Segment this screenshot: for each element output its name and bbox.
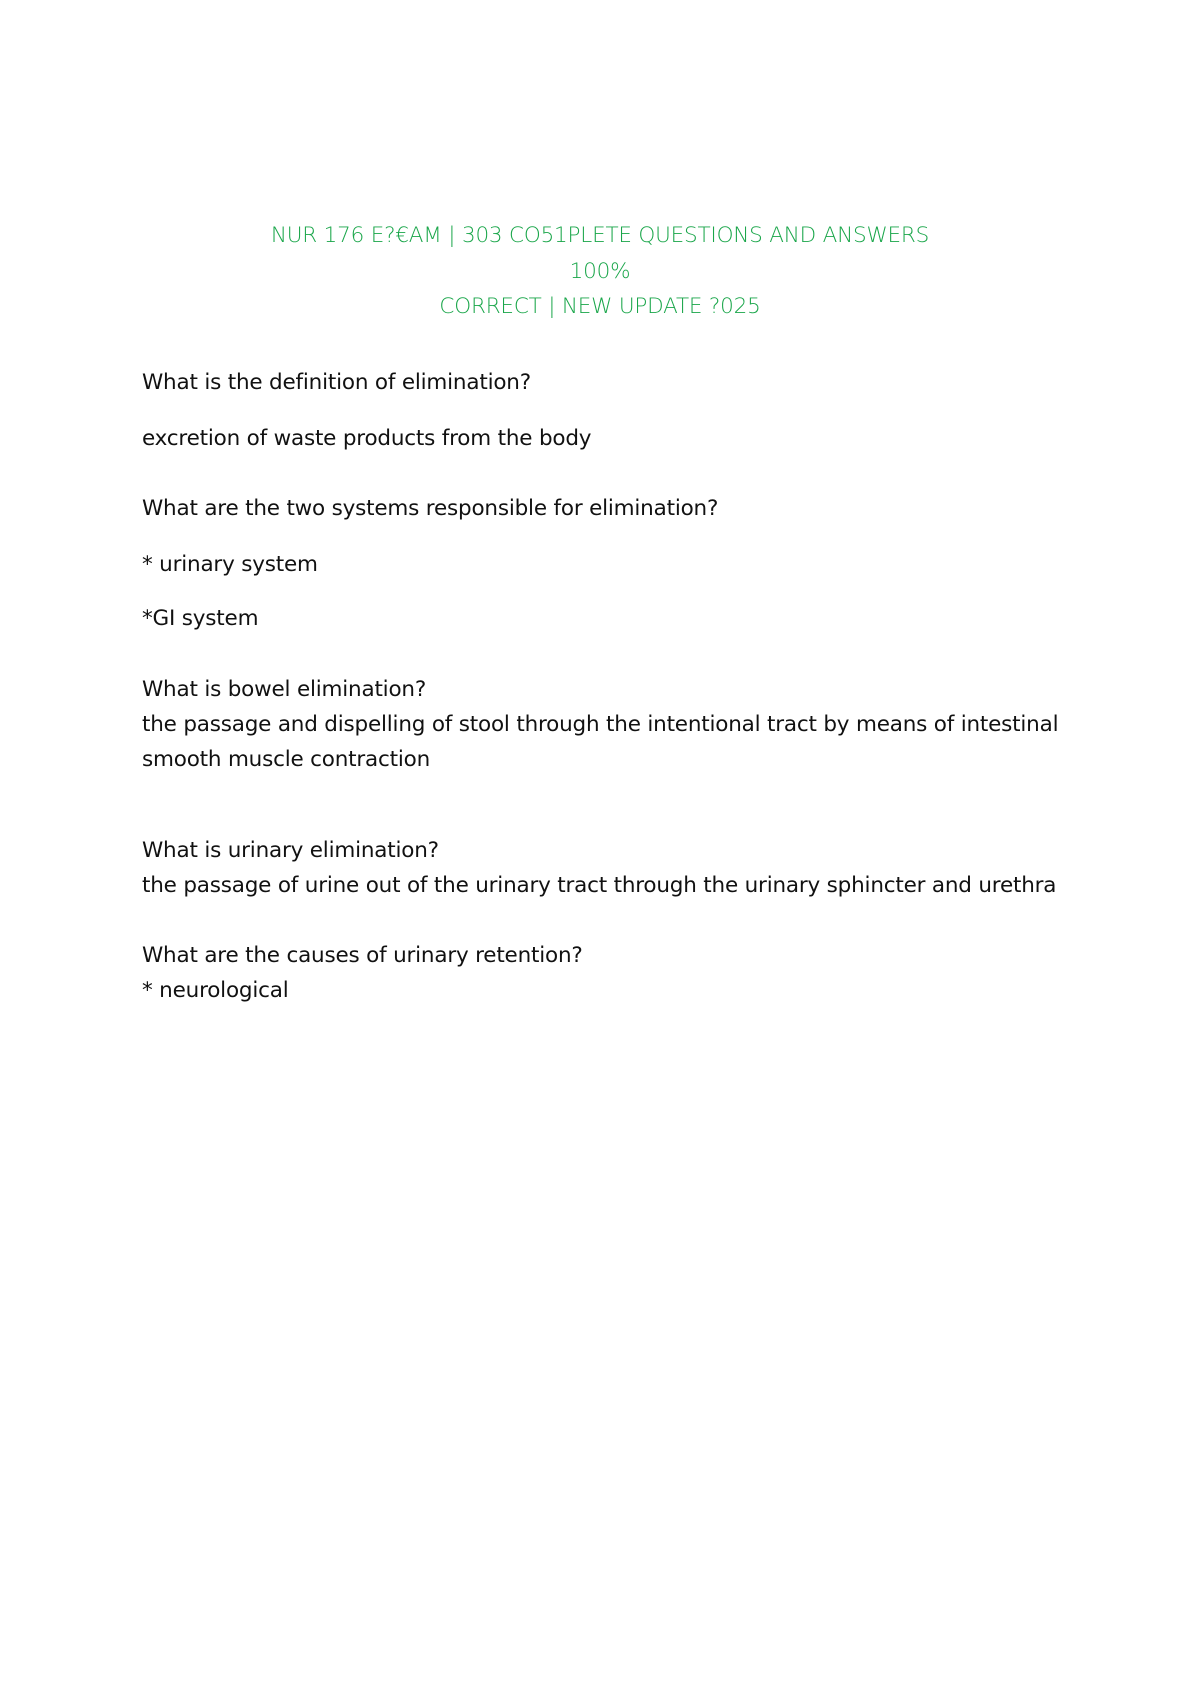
question-5: What are the causes of urinary retention? xyxy=(142,943,583,968)
answer-4: the passage of urine out of the urinary tract through the urinary sphincter and urethra xyxy=(142,873,1057,898)
question-1: What is the definition of elimination? xyxy=(142,370,531,395)
answer-5-item-1: * neurological xyxy=(142,978,289,1003)
answer-1: excretion of waste products from the body xyxy=(142,426,592,451)
title-line-3: CORRECT | NEW UPDATE ?025 xyxy=(439,294,761,319)
title-line-2: 100% xyxy=(569,258,631,284)
answer-2-item-1: * urinary system xyxy=(142,552,318,577)
document-title xyxy=(0,218,1200,325)
answer-3-line-2: smooth muscle contraction xyxy=(142,747,431,772)
answer-2-item-2: *GI system xyxy=(142,606,259,631)
question-2: What are the two systems responsible for elimination? xyxy=(142,496,719,521)
answer-3-line-1: the passage and dispelling of stool through the intentional tract by means of intestinal xyxy=(142,712,1059,737)
title-line-1: NUR 176 E?€AM | 303 CO51PLETE QUESTIONS AND ANSWERS xyxy=(270,223,930,248)
question-3: What is bowel elimination? xyxy=(142,677,427,702)
question-4: What is urinary elimination? xyxy=(142,838,439,863)
